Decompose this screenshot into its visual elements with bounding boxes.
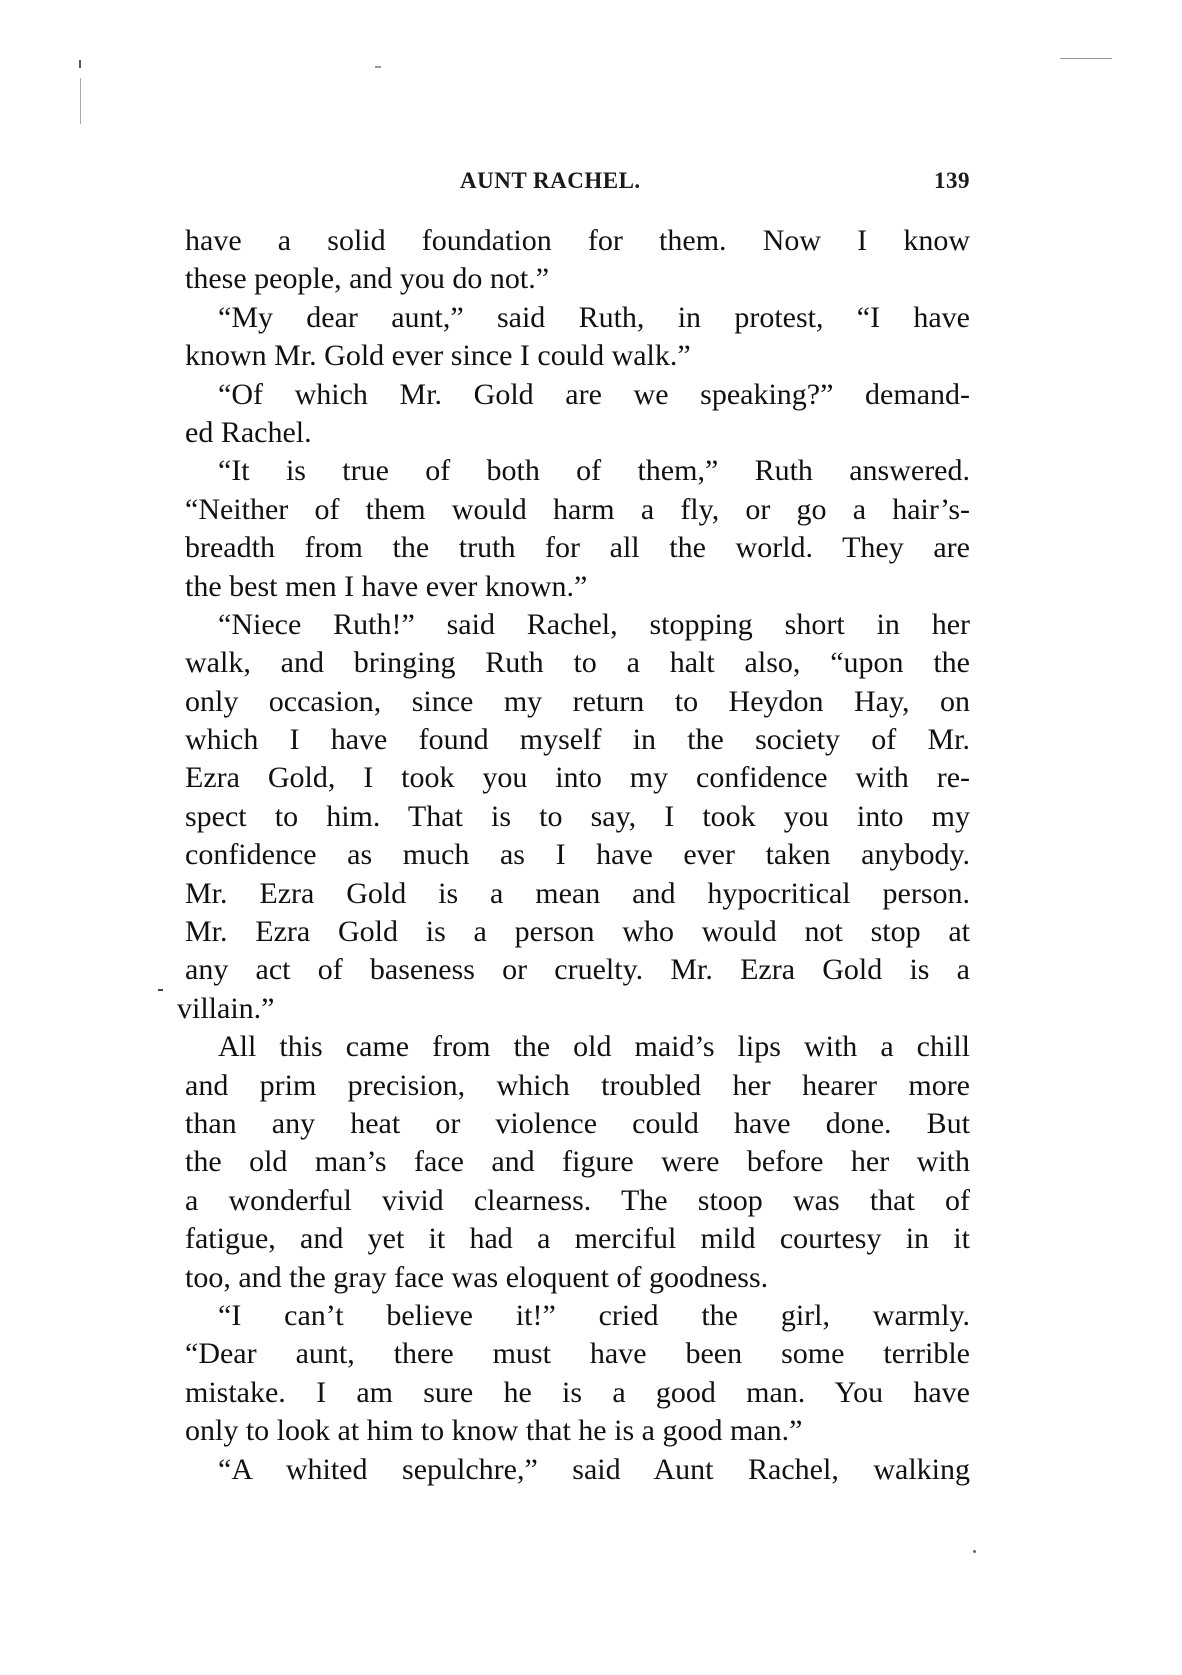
text-line: “Niece Ruth!” said Rachel, stopping short in her — [218, 607, 970, 641]
margin-speck — [80, 78, 81, 124]
margin-speck — [375, 66, 381, 68]
text-line: ed Rachel. — [185, 415, 312, 449]
running-head — [185, 168, 970, 200]
text-line: “It is true of both of them,” Ruth answered. — [218, 454, 970, 488]
text-line: “Dear aunt, there must have been some terrible — [185, 1337, 970, 1371]
text-line: villain.” — [177, 991, 275, 1025]
page-number: 139 — [934, 168, 970, 193]
text-line: mistake. I am sure he is a good man. You have — [185, 1375, 970, 1409]
text-line: “A whited sepulchre,” said Aunt Rachel, walking — [218, 1452, 970, 1486]
text-line: known Mr. Gold ever since I could walk.” — [185, 339, 691, 373]
text-line: than any heat or violence could have done. But — [185, 1106, 970, 1140]
text-line: All this came from the old maid’s lips with a chill — [218, 1030, 970, 1064]
text-line: have a solid foundation for them. Now I know — [185, 224, 970, 257]
text-line: these people, and you do not.” — [185, 262, 550, 296]
text-line: which I have found myself in the society of Mr. — [185, 723, 970, 757]
text-line: the old man’s face and figure were before her with — [185, 1145, 970, 1179]
text-line: fatigue, and yet it had a merciful mild courtesy in it — [185, 1222, 970, 1256]
running-title: AUNT RACHEL. — [460, 168, 641, 193]
body-text — [177, 222, 970, 1489]
text-line: Mr. Ezra Gold is a mean and hypocritical person. — [185, 876, 970, 910]
text-line: “My dear aunt,” said Ruth, in protest, “I have — [218, 300, 970, 334]
margin-speck — [158, 989, 163, 991]
text-line: only to look at him to know that he is a good man.” — [185, 1414, 803, 1448]
text-line: any act of baseness or cruelty. Mr. Ezra Gold is a — [185, 953, 970, 987]
text-line: walk, and bringing Ruth to a halt also, “upon the — [185, 646, 970, 680]
text-line: the best men I have ever known.” — [185, 569, 588, 603]
text-line: “Neither of them would harm a fly, or go a hair’s- — [185, 492, 970, 526]
margin-speck — [79, 60, 81, 68]
text-line: breadth from the truth for all the world. They are — [185, 531, 970, 565]
text-line: a wonderful vivid clearness. The stoop was that of — [185, 1183, 970, 1217]
text-line: spect to him. That is to say, I took you into my — [185, 799, 970, 833]
text-line: “Of which Mr. Gold are we speaking?” demand- — [218, 377, 970, 411]
text-line: too, and the gray face was eloquent of goodness. — [185, 1260, 769, 1294]
text-line: confidence as much as I have ever taken anybody. — [185, 838, 970, 872]
text-line: and prim precision, which troubled her hearer more — [185, 1068, 970, 1102]
margin-speck — [973, 1550, 976, 1553]
text-line: only occasion, since my return to Heydon Hay, on — [185, 684, 970, 718]
text-line: Ezra Gold, I took you into my confidence with re- — [185, 761, 970, 795]
margin-speck — [1060, 58, 1112, 59]
text-line: “I can’t believe it!” cried the girl, warmly. — [218, 1298, 970, 1332]
text-line: Mr. Ezra Gold is a person who would not stop at — [185, 915, 970, 949]
